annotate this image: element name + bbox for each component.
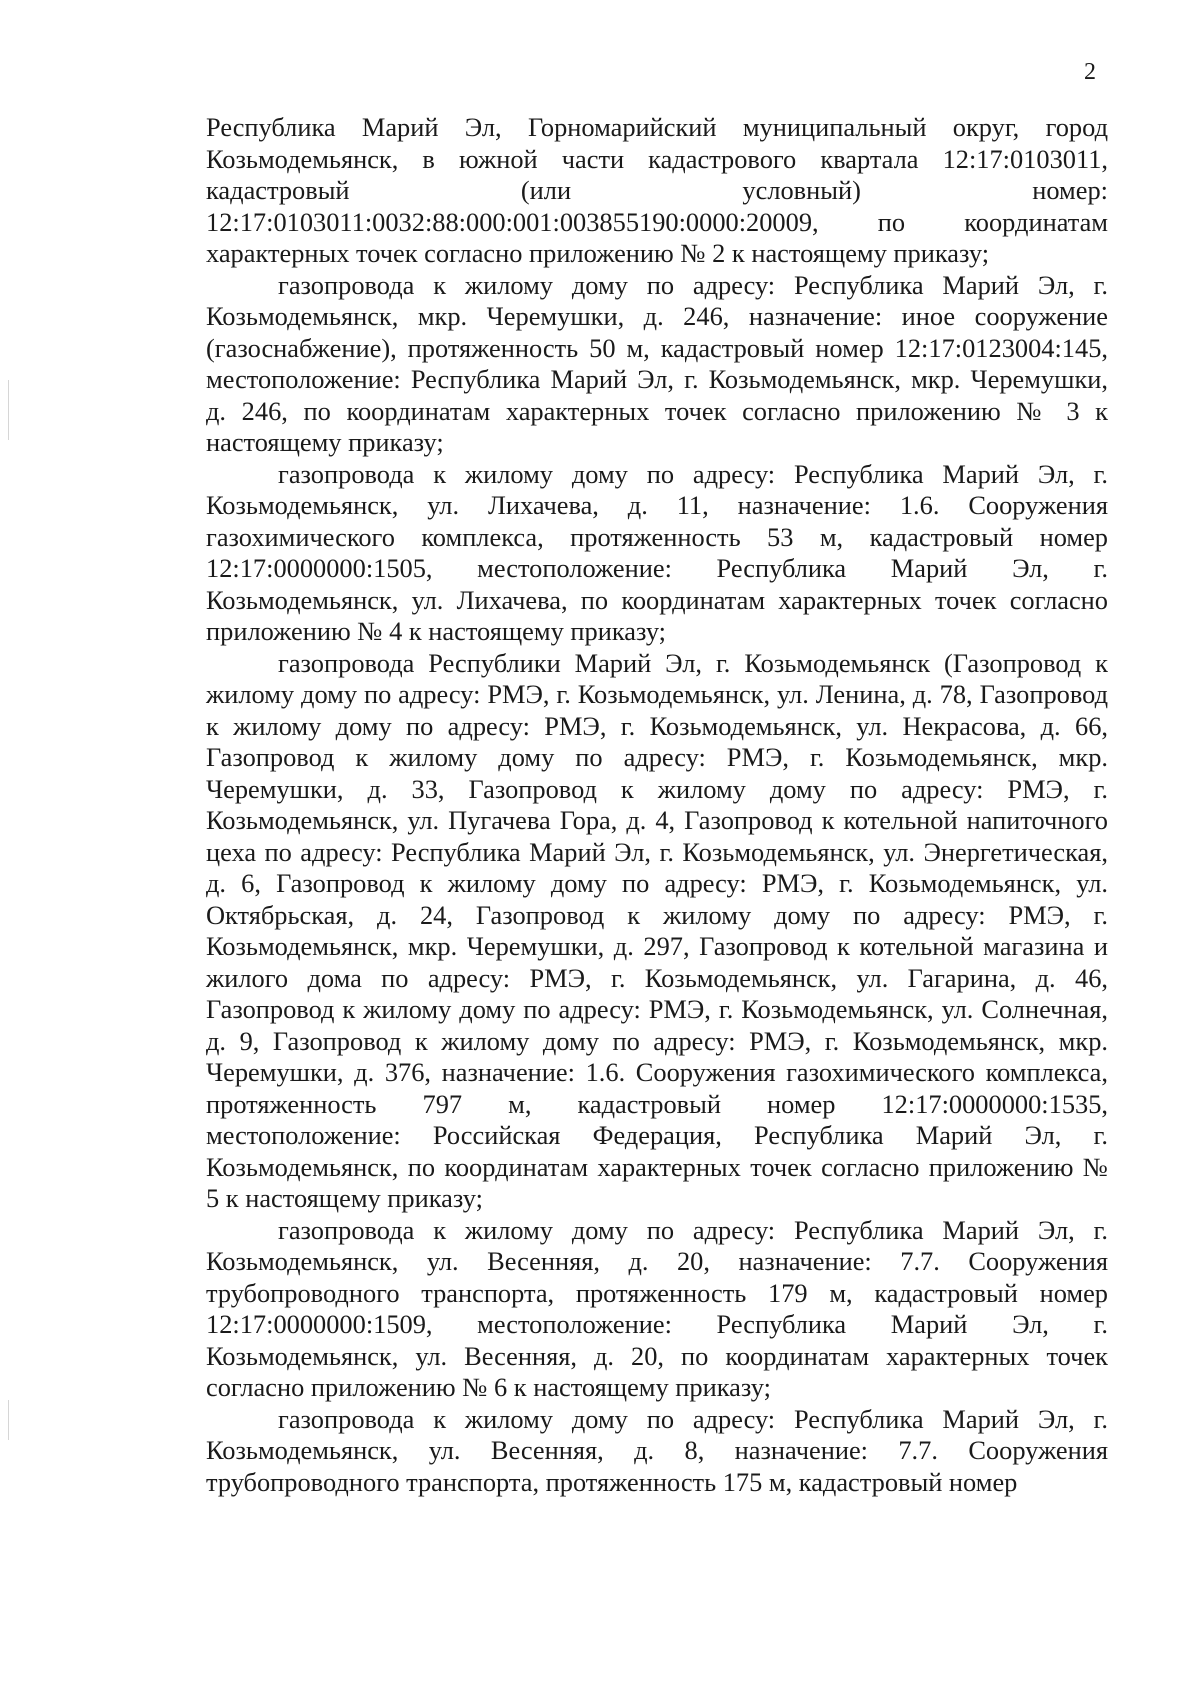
paragraph-item: газопровода к жилому дому по адресу: Республика Марий Эл, г. Козьмодемьянск, ул. Весенняя, д. 20, назначение: 7.7. Сооружения трубопроводного транспорта, протяженность 179 м, кадастровый номер 12:17:0000000:1509, местоположение: Республика Марий Эл, г. Козьмодемьянск, ул. Весенняя, д. 20, по координатам характерных точек согласно приложению № 6 к настоящему приказу; (206, 1214, 1108, 1402)
document-body (206, 112, 1108, 1498)
paragraph-continuation: Республика Марий Эл, Горномарийский муниципальный округ, город Козьмодемьянск, в южной части кадастрового квартала 12:17:0103011, кадастровый (или условный) номер: 12:17:0103011:0032:88:000:001:003855190:0000:20009, по координатам характерных точек согласно приложению № 2 к настоящему приказу; (206, 112, 1108, 268)
paragraph-item: газопровода Республики Марий Эл, г. Козьмодемьянск (Газопровод к жилому дому по адресу: РМЭ, г. Козьмодемьянск, ул. Ленина, д. 78, Газопровод к жилому дому по адресу: РМЭ, г. Козьмодемьянск, ул. Некрасова, д. 66, Газопровод к жилому дому по адресу: РМЭ, г. Козьмодемьянск, мкр. Черемушки, д. 33, Газопровод к жилому дому по адресу: РМЭ, г. Козьмодемьянск, ул. Пугачева Гора, д. 4, Газопровод к котельной напиточного цеха по адресу: Республика Марий Эл, г. Козьмодемьянск, ул. Энергетическая, д. 6, Газопровод к жилому дому по адресу: РМЭ, г. Козьмодемьянск, ул. Октябрьская, д. 24, Газопровод к жилому дому по адресу: РМЭ, г. Козьмодемьянск, мкр. Черемушки, д. 297, Газопровод к котельной магазина и жилого дома по адресу: РМЭ, г. Козьмодемьянск, ул. Гагарина, д. 46, Газопровод к жилому дому по адресу: РМЭ, г. Козьмодемьянск, ул. Солнечная, д. 9, Газопровод к жилому дому по адресу: РМЭ, г. Козьмодемьянск, мкр. Черемушки, д. 376, назначение: 1.6. Сооружения газохимического комплекса, протяженность 797 м, кадастровый номер 12:17:0000000:1535, местоположение: Российская Федерация, Республика Марий Эл, г. Козьмодемьянск, по координатам характерных точек согласно приложению № 5 к настоящему приказу; (206, 647, 1108, 1213)
paragraph-item: газопровода к жилому дому по адресу: Республика Марий Эл, г. Козьмодемьянск, мкр. Черемушки, д. 246, назначение: иное сооружение (газоснабжение), протяженность 50 м, кадастровый номер 12:17:0123004:145, местоположение: Республика Марий Эл, г. Козьмодемьянск, мкр. Черемушки, д. 246, по координатам характерных точек согласно приложению № 3 к настоящему приказу; (206, 269, 1108, 457)
paragraph-item: газопровода к жилому дому по адресу: Республика Марий Эл, г. Козьмодемьянск, ул. Весенняя, д. 8, назначение: 7.7. Сооружения трубопроводного транспорта, протяженность 175 м, кадастровый номер (206, 1403, 1108, 1497)
scan-edge-mark (8, 1400, 9, 1440)
page-number: 2 (1084, 59, 1096, 85)
scan-edge-mark (8, 380, 9, 440)
paragraph-item: газопровода к жилому дому по адресу: Республика Марий Эл, г. Козьмодемьянск, ул. Лихачева, д. 11, назначение: 1.6. Сооружения газохимического комплекса, протяженность 53 м, кадастровый номер 12:17:0000000:1505, местоположение: Республика Марий Эл, г. Козьмодемьянск, ул. Лихачева, по координатам характерных точек согласно приложению № 4 к настоящему приказу; (206, 458, 1108, 646)
